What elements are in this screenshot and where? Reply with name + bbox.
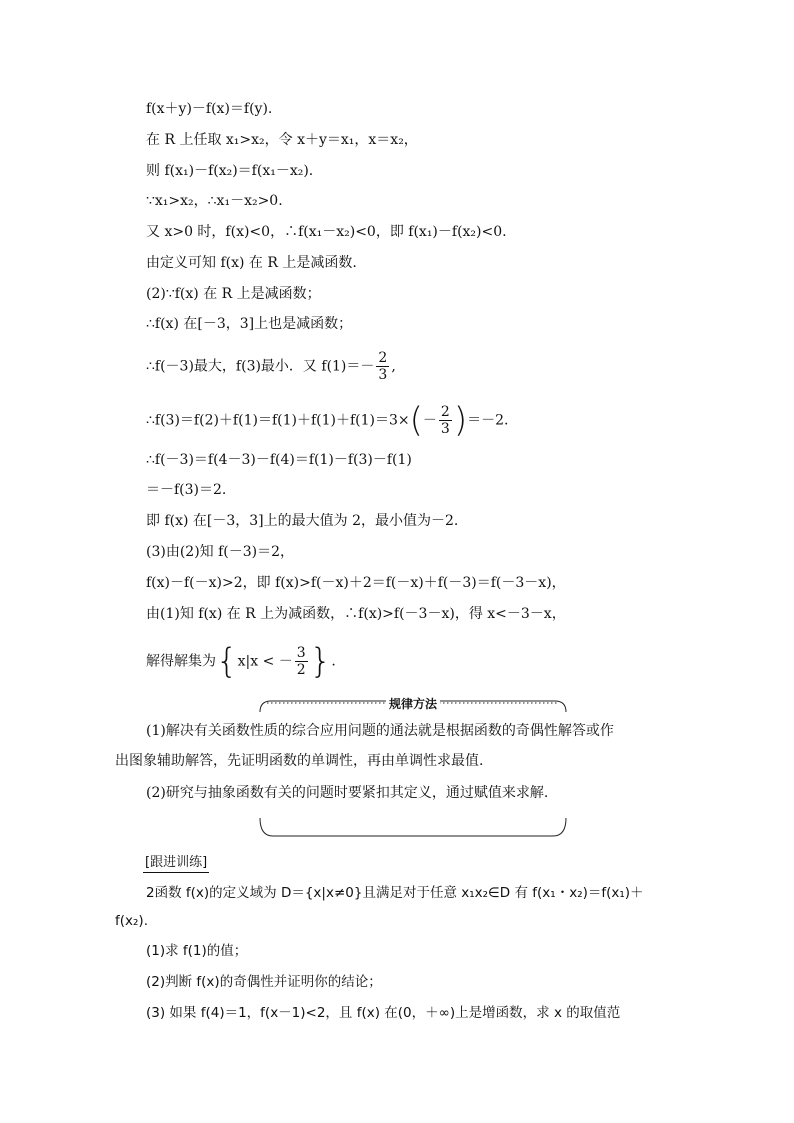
fraction-numerator: 2: [440, 404, 450, 420]
method-title: [259, 698, 567, 710]
line-17-tail: .: [331, 653, 336, 670]
line-10-text: ∴f(3)＝f(2)＋f(1)＝f(1)＋f(1)＋f(1)＝3×: [146, 412, 410, 429]
practice-question-line-2: f(x₂).: [115, 913, 148, 929]
solution-line-16: 由(1)知 f(x) 在 R 上为减函数，∴f(x)>f(－3－x)，得 x<－3－x，: [146, 606, 566, 622]
minus-sign: －: [422, 412, 437, 429]
fraction-numerator: 2: [378, 350, 388, 366]
right-brace: }: [309, 641, 332, 682]
solution-line-8: ∴f(x) 在[－3，3]上也是减函数；: [146, 316, 353, 332]
solution-line-6: 由定义可知 f(x) 在 R 上是减函数.: [146, 255, 357, 271]
method-paragraph-1-line-1: (1)解决有关函数性质的综合应用问题的通法就是根据函数的奇偶性解答或作: [146, 723, 614, 739]
solution-line-10: [146, 400, 509, 441]
fraction-denominator: 2: [296, 662, 306, 678]
solution-line-7: (2)∵f(x) 在 R 上是减函数；: [146, 286, 321, 302]
fraction-three-halves: [295, 645, 308, 678]
practice-subquestion-1: (1)求 f(1)的值；: [146, 943, 248, 959]
solution-line-17: [146, 641, 336, 682]
fraction-denominator: 3: [440, 421, 450, 437]
fraction-two-thirds: [376, 350, 389, 383]
solution-line-12: ＝－f(3)＝2.: [146, 482, 227, 498]
method-title-text: 规律方法: [386, 697, 440, 711]
practice-question-line-1: 2函数 f(x)的定义域为 D＝{x|x≠0}且满足对于任意 x₁x₂∈D 有 f(x₁・x₂)＝f(x₁)＋: [146, 885, 644, 901]
method-paragraph-1-line-2: 出图象辅助解答，先证明函数的单调性，再由单调性求最值.: [115, 753, 484, 769]
practice-subquestion-3: (3) 如果 f(4)＝1，f(x－1)<2，且 f(x) 在(0，＋∞)上是增函数，求 x 的取值范: [146, 1005, 621, 1021]
fraction-denominator: 3: [378, 367, 388, 383]
practice-tag: [跟进训练]: [143, 854, 209, 873]
left-paren: (: [409, 400, 423, 441]
solution-line-4: ∵x₁>x₂，∴x₁－x₂>0.: [146, 193, 283, 209]
fraction-two-thirds-2: [439, 404, 452, 437]
practice-subquestion-2: (2)判断 f(x)的奇偶性并证明你的结论；: [146, 974, 382, 990]
right-paren: ): [453, 400, 468, 441]
method-paragraph-2: (2)研究与抽象函数有关的问题时要紧扣其定义，通过赋值来求解.: [146, 785, 549, 801]
solution-line-13: 即 f(x) 在[－3，3]上的最大值为 2，最小值为－2.: [146, 513, 459, 529]
solution-line-14: (3)由(2)知 f(－3)＝2，: [146, 544, 295, 560]
solution-line-11: ∴f(－3)＝f(4－3)－f(4)＝f(1)－f(3)－f(1): [146, 452, 412, 468]
solution-line-15: f(x)－f(－x)>2，即 f(x)>f(－x)＋2＝f(－x)＋f(－3)＝f(－3－x)，: [146, 575, 566, 591]
line-9-tail: ,: [391, 358, 396, 375]
solution-line-1: f(x＋y)－f(x)＝f(y).: [146, 101, 273, 117]
solution-line-3: 则 f(x₁)－f(x₂)＝f(x₁－x₂).: [146, 163, 314, 179]
line-9-text: ∴f(－3)最大，f(3)最小．又 f(1)＝－: [146, 358, 375, 375]
set-expression: x|x < －: [237, 653, 293, 670]
left-brace: {: [216, 641, 238, 682]
line-10-tail: ＝－2.: [467, 412, 509, 429]
solution-line-2: 在 R 上任取 x₁>x₂，令 x＋y＝x₁，x＝x₂，: [146, 132, 418, 148]
line-17-text: 解得解集为: [146, 653, 216, 670]
solution-line-5: 又 x>0 时，f(x)<0，∴f(x₁－x₂)<0，即 f(x₁)－f(x₂)<0.: [146, 224, 507, 240]
solution-line-9: [146, 350, 396, 383]
fraction-numerator: 3: [296, 645, 306, 661]
